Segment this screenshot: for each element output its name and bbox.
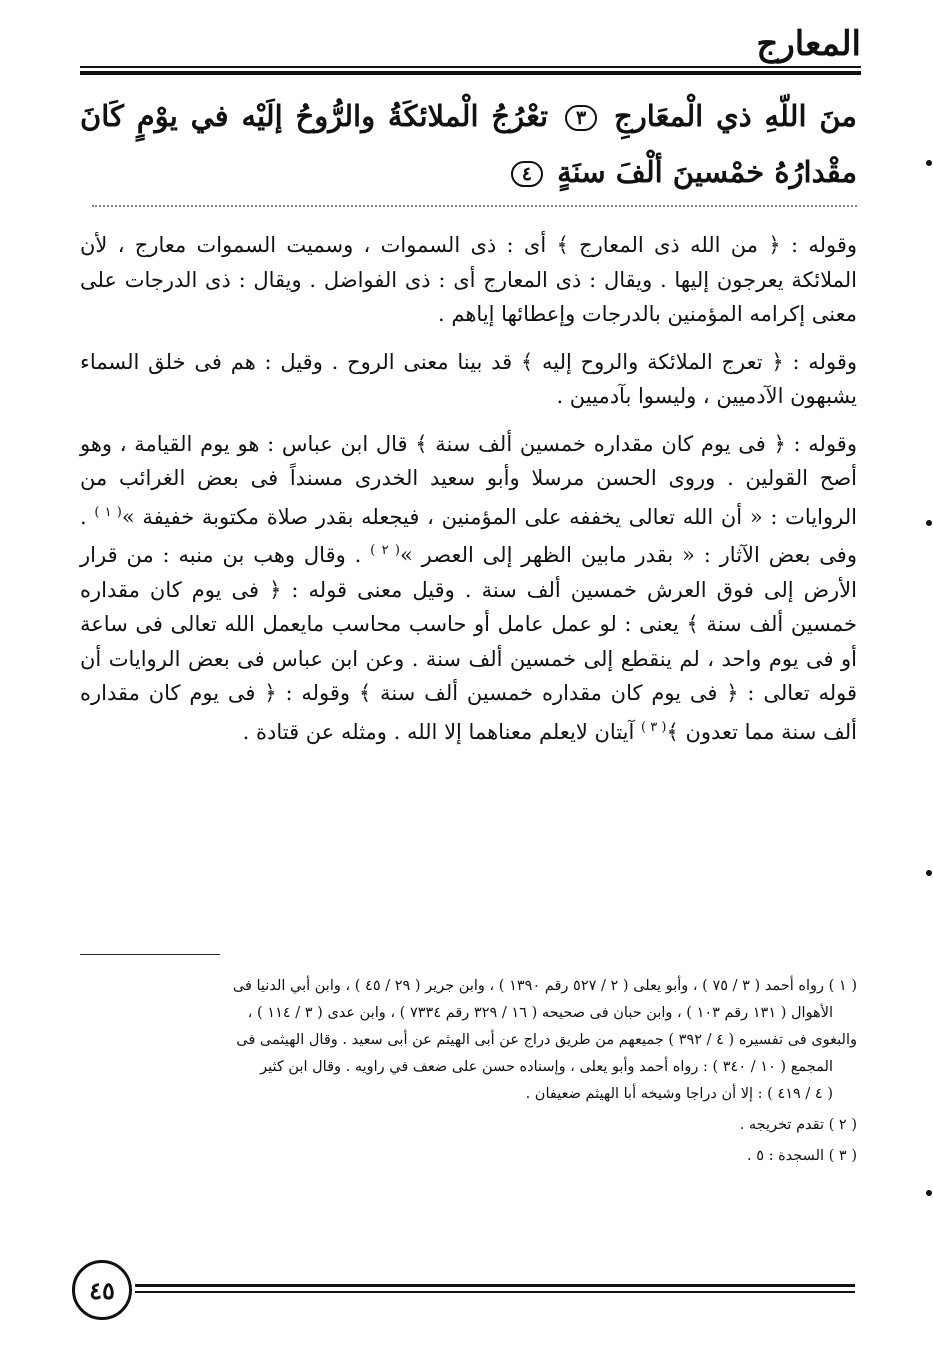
dotted-divider [92, 205, 857, 207]
commentary-body [80, 228, 857, 749]
paragraph-text: آيتان لايعلم معناهما إلا الله . ومثله عن قتادة . [242, 719, 635, 744]
paragraph-text: . وقال وهب بن منبه : من قرار الأرض إلى فوق العرش خمسين ألف سنة . وقيل معنى قوله : ﴿ فى يوم كان مقداره خمسين ألف سنة ﴾ يعنى : لو عمل عامل أو حاسب محاسب مايعمل الله تعالى فى ساعة أو فى يوم واحد ، لم ينقطع إلى خمسين ألف سنة . وعن ابن عباس فى بعض الروايات أن قوله تعالى : ﴿ فى يوم كان مقداره خمسين ألف سنة ﴾ وقوله : ﴿ فى يوم كان مقداره ألف سنة مما تعدون ﴾ [80, 543, 857, 744]
paragraph-text: . وفى بعض الآثار : « بقدر مابين الظهر إلى العصر » [80, 504, 857, 567]
verse-text-1b: تعْرُجُ الْملائكَةُ والرُّوحُ إلَيْه في يوْمٍ كَانَ مقْدارُهُ [80, 99, 857, 189]
page-number: ٤٥ [72, 1260, 132, 1320]
footnote-line: ( ٤ / ٤١٩ ) : إلا أن دراجا وشيخه أبا الهيثم ضعيفان . [525, 1086, 833, 1102]
verse-number-marker: ٣ [565, 105, 597, 131]
footnote-ref: ( ١ ) [94, 504, 122, 520]
footnote-ref: ( ٣ ) [641, 719, 667, 735]
verse-text-2a: خمْسينَ ألْفَ سنَةٍ [557, 155, 765, 189]
scan-mark [926, 1190, 932, 1196]
verse-text-1a: منَ اللّهِ ذي الْمعَارجِ [614, 99, 857, 133]
verse-number-marker: ٤ [511, 161, 543, 187]
footnote-line: ( ١ ) رواه أحمد ( ٣ / ٧٥ ) ، وأبو يعلى ( ٢ / ٥٢٧ رقم ١٣٩٠ ) ، وابن جرير ( ٢٩ / ٤٥ ) ، وابن أبي الدنيا فى [232, 978, 857, 994]
footer-rule-thick [135, 1284, 855, 1287]
footnotes [80, 973, 857, 1170]
quran-verse [80, 88, 857, 200]
footer-rule [135, 1291, 855, 1293]
scan-mark [926, 520, 932, 526]
paragraph: وقوله : ﴿ من الله ذى المعارج ﴾ أى : ذى السموات ، وسميت السموات معارج ، لأن الملائكة يعرجون إليها . ويقال : ذى المعارج أى : ذى الفواضل . ويقال : ذى الدرجات على معنى إكرامه المؤمنين بالدرجات وإعطائها إياهم . [80, 233, 857, 326]
paragraph [80, 427, 857, 750]
footnote-separator [80, 954, 220, 955]
scan-mark [926, 870, 932, 876]
scan-mark [926, 160, 932, 166]
footnote-3: ( ٣ ) السجدة : ٥ . [746, 1148, 857, 1164]
paragraph: وقوله : ﴿ تعرج الملائكة والروح إليه ﴾ قد بينا معنى الروح . وقيل : هم فى خلق السماء يشبهون الآدميين ، وليسوا بآدميين . [80, 349, 857, 408]
footnote-line: المجمع ( ١٠ / ٣٤٠ ) : رواه أحمد وأبو يعلى ، وإسناده حسن على ضعف في راويه . وقال ابن كثير [260, 1059, 833, 1075]
surah-title: المعارج [756, 24, 861, 64]
page-header [80, 18, 861, 76]
header-rule [80, 66, 861, 68]
paragraph-text: وقوله : ﴿ فى يوم كان مقداره خمسين ألف سنة ﴾ قال ابن عباس : هو يوم القيامة ، وهو أصح القولين . وروى الحسن مرسلا وأبو سعيد الخدرى مسنداً فى بعض الغرائب من الروايات : « أن الله تعالى يخففه على المؤمنين ، فيجعله بقدر صلاة مكتوبة خفيفة » [80, 431, 857, 529]
footnote-2: ( ٢ ) تقدم تخريجه . [739, 1117, 857, 1133]
footnote-line: والبغوى فى تفسيره ( ٤ / ٣٩٢ ) جميعهم من طريق دراج عن أبى الهيثم عن أبى سعيد . وقال الهيثمى فى [236, 1032, 857, 1048]
footnote-ref: ( ٢ ) [370, 543, 400, 558]
footnote-line: الأهوال ( ١٣١ رقم ١٠٣ ) ، وابن حبان فى صحيحه ( ١٦ / ٣٢٩ رقم ٧٣٣٤ ) ، وابن عدى ( ٣ / ١١٤ ) ، [247, 1005, 833, 1021]
header-rule-thick [80, 71, 861, 75]
